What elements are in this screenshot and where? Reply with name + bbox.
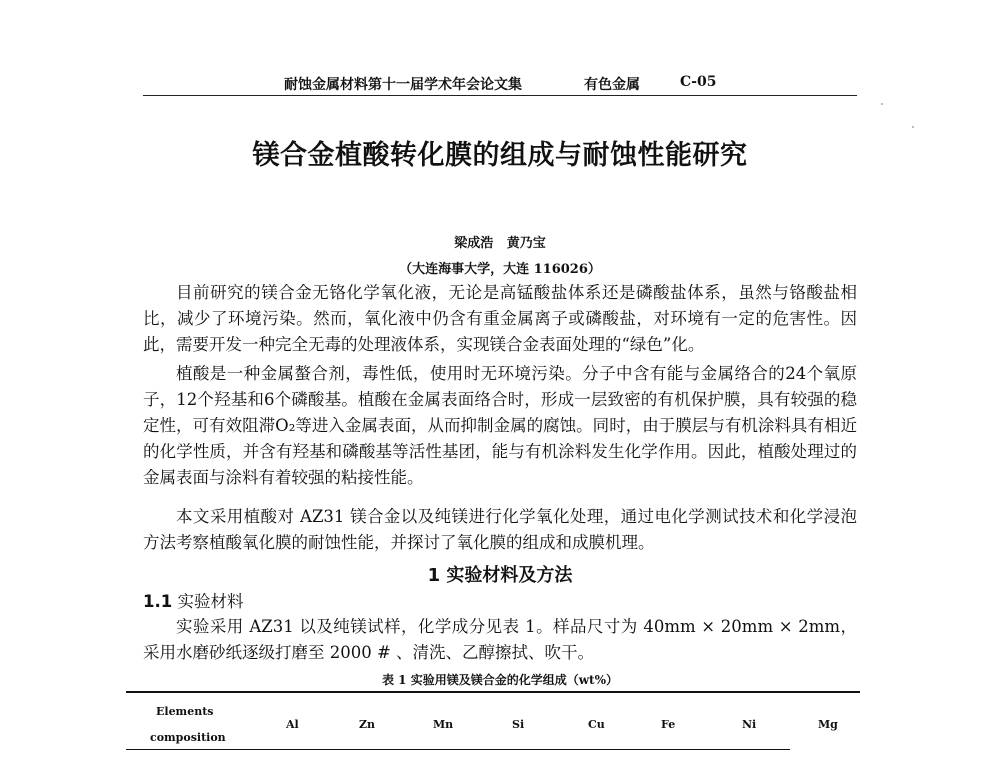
materials-paragraph bbox=[143, 614, 857, 666]
intro-paragraph-1 bbox=[143, 280, 857, 358]
table-col-si: Si bbox=[512, 718, 525, 731]
table-caption: 表 1 实验用镁及镁合金的化学组成（wt%） bbox=[382, 673, 618, 687]
running-header bbox=[0, 74, 1000, 138]
paper-title: 镁合金植酸转化膜的组成与耐蚀性能研究 bbox=[252, 140, 748, 171]
table-col-zn: Zn bbox=[359, 718, 376, 731]
paper-code: C-05 bbox=[680, 74, 717, 90]
paragraph-text: 本文采用植酸对 AZ31 镁合金以及纯镁进行化学氧化处理，通过电化学测试技术和化学浸泡方法考察植酸氧化膜的耐蚀性能，并探讨了氧化膜的组成和成膜机理。 bbox=[143, 507, 857, 552]
table-col-ni: Ni bbox=[742, 718, 757, 731]
intro-paragraph-2 bbox=[143, 361, 857, 491]
intro-paragraph-3 bbox=[143, 504, 857, 556]
table-bottom-rule bbox=[126, 749, 790, 750]
table-col-mg: Mg bbox=[818, 718, 838, 731]
affiliation: （大连海事大学，大连 116026） bbox=[399, 262, 601, 277]
table-row-header-elements: Elements bbox=[156, 705, 214, 718]
table-col-al: Al bbox=[286, 718, 299, 731]
section-heading: 1 实验材料及方法 bbox=[427, 565, 573, 586]
table-col-cu: Cu bbox=[588, 718, 605, 731]
paragraph-text: 目前研究的镁合金无铬化学氧化液，无论是高锰酸盐体系还是磷酸盐体系，虽然与铬酸盐相比，减少了环境污染。然而，氧化液中仍含有重金属离子或磷酸盐，对环境有一定的危害性。因此，需要开发一种完全无毒的处理液体系，实现镁合金表面处理的“绿色”化。 bbox=[143, 283, 857, 354]
header-rule bbox=[143, 95, 857, 96]
subsection-heading bbox=[143, 588, 243, 612]
table-col-mn: Mn bbox=[433, 718, 454, 731]
table-row-header-composition: composition bbox=[150, 731, 226, 744]
paragraph-text: 实验采用 AZ31 以及纯镁试样，化学成分见表 1。样品尺寸为 40mm × 20mm × 2mm，采用水磨砂纸逐级打磨至 2000 # 、清洗、乙醇擦拭、吹干。 bbox=[143, 617, 857, 662]
table-top-rule bbox=[126, 691, 860, 693]
scan-speck bbox=[881, 103, 883, 105]
author-list: 梁成浩 黄乃宝 bbox=[454, 236, 546, 251]
section-label: 有色金属 bbox=[584, 77, 640, 93]
subsection-number: 1.1 bbox=[143, 592, 173, 611]
paragraph-text: 植酸是一种金属螯合剂，毒性低，使用时无环境污染。分子中含有能与金属络合的24个氧原子，12个羟基和6个磷酸基。植酸在金属表面络合时，形成一层致密的有机保护膜，具有较强的稳定性，可有效阻滞O₂等进入金属表面，从而抑制金属的腐蚀。同时，由于膜层与有机涂料具有相近的化学性质，并含有羟基和磷酸基等活性基团，能与有机涂料发生化学作用。因此，植酸处理过的金属表面与涂料有着较强的粘接性能。 bbox=[143, 364, 857, 487]
table-col-fe: Fe bbox=[661, 718, 676, 731]
subsection-title: 实验材料 bbox=[177, 592, 244, 611]
proceedings-title: 耐蚀金属材料第十一届学术年会论文集 bbox=[284, 77, 522, 93]
scan-speck bbox=[912, 126, 914, 128]
